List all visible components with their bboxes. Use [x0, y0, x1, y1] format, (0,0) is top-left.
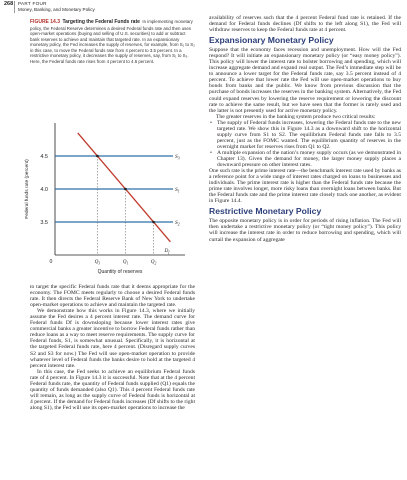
federal-funds-chart [0, 115, 200, 280]
x-tick-label: $Q_2$ [150, 259, 157, 266]
right-paragraph-2: Suppose that the economy faces recession and unemployment. How will the Fed respond? It will initiate an expansionary monetary policy (or “easy money policy”). This policy will lower the interest rate to bolster borrowing and spending, which will increase aggregate demand and expand real output. The Fed’s immediate step will be to announce a lower target for the Federal funds rate, say 3.5 percent instead of 4 percent. To achieve that lower rate the Fed will use open-market operations to buy bonds from banks and the public. We know from previous discussion that the purchase of bonds increases the reserves in the banking system. Alternatively, the Fed could expand reserves by lowering the reserve requirement or lowering the discount rate to achieve the same result, but we have seen that the former is rarely used and the latter is not presently used for active monetary policy. [209, 47, 401, 114]
heading-restrictive: Restrictive Monetary Policy [209, 206, 322, 217]
y-tick-label: 4.0 [40, 187, 48, 193]
figure-caption-text: In implementing monetary policy, the Federal Reserve determines a desired Federal funds rate and then uses open-market operations (buying and selling of U.S. securities) to add or subtract bank reserves to achieve and maintain that targeted rate. In an expansionary monetary policy, the Fed increases the supply of reserves, for example, from S₁ to S₂ in this case, to move the Federal funds rate from 4 percent to 3.5 percent. In a restrictive monetary policy, it decreases the supply of reserves, say, from S₁ to S₃. Here, the Federal funds rate rises from 4 percent to 4.5 percent. [30, 19, 195, 64]
header-divider [14, 1, 15, 13]
right-paragraph-3: The greater reserves in the banking system produce two critical results: [216, 113, 376, 120]
supply-label-s3: $S_3$ [175, 154, 180, 161]
y-axis-label: Federal funds rate (percent) [25, 159, 30, 219]
right-column [209, 15, 401, 243]
left-paragraph-2: We demonstrate how this works in Figure 14.3, where we initially assume the Fed desires a 4 percent interest rate. The demand curve for Federal funds Df is downsloping because lower interest rates give commercial banks a greater incentive to borrow Federal funds rather than reduce loans as a way to meet reserve requirements. The supply curve for Federal funds, S1, is somewhat unusual. Specifically, it is horizontal at the targeted Federal funds rate, here 4 percent. (Disregard supply curves S2 and S3 for now.) The Fed will use open-market operation to provide whatever level of Federal funds the banks desire to hold at the targeted 4 percent interest rate. [30, 308, 195, 369]
right-paragraph-1: availability of reserves such that the 4 percent Federal fund rate is retained. If the demand for Federal funds declines (Df shifts to the left along S1), the Fed will withdraw reserves to keep the Federal funds rate at 4 percent. [209, 15, 401, 34]
figure-caption [30, 19, 195, 64]
supply-label-subscript: 3 [177, 156, 180, 161]
part-label: PART FOUR [18, 1, 47, 6]
demand-label-subscript: f [168, 250, 170, 255]
right-paragraph-4: One such rate is the prime interest rate—the benchmark interest rate used by banks as a reference point for a wide range of interest rates charged on loans to businesses and individuals. The prime interest rate is higher than the Federal funds rate because the prime rate involves longer, more risky loans than overnight loans between banks. But the Federal funds rate and the prime interest rate closely track one another, as evident in Figure 14.4. [209, 168, 401, 205]
y-tick-label: 4.5 [40, 154, 48, 160]
x-tick-subscript: 1 [126, 261, 129, 266]
left-paragraph-3: In this case, the Fed seeks to achieve an equilibrium Federal funds rate of 4 percent. In Figure 14.3 it is successful. Note that at the 4 percent Federal funds rate, the quantity of Federal funds supplied (Q1) equals the quantity of funds demanded (also Q1). This 4 percent Federal funds rate will remain, as long as the supply curve of Federal funds is horizontal at 4 percent. If the demand for Federal funds increases (Df shifts to the right along S1), the Fed will use its open-market operations to increase the [30, 368, 195, 411]
equilibrium-point [96, 155, 99, 158]
demand-label: $D_f$ [164, 247, 170, 255]
x-tick-subscript: 2 [154, 261, 157, 266]
supply-label-s1: $S_1$ [175, 187, 180, 194]
left-column [30, 284, 195, 411]
figure-number: FIGURE 14.3 [30, 19, 61, 25]
right-paragraph-5: The opposite monetary policy is in order for periods of rising inflation. The Fed will then undertake a restrictive monetary policy (or “tight money policy”). This policy will increase the interest rate in order to reduce borrowing and spending, which will curtail the expansion of aggregate [209, 218, 401, 243]
demand-curve [78, 133, 171, 242]
supply-label-s2: $S_2$ [175, 220, 180, 227]
origin-label: 0 [49, 259, 53, 265]
supply-label-subscript: 1 [177, 189, 180, 194]
x-tick-subscript: 3 [98, 261, 101, 266]
x-tick-label: $Q_1$ [122, 259, 129, 266]
heading-expansionary: Expansionary Monetary Policy [209, 35, 334, 46]
bullet-item-1: • The supply of Federal funds increases, lowering the Federal funds rate to the new targeted rate. We show this in Figure 14.3 as a downward shift to the horizontal supply curve from S1 to S2. The equilibrium Federal funds rate falls to 3.5 percent, just as the FOMC wanted. The equilibrium quantity of reserves in the overnight market for reserves rises from Q1 to Q2. [209, 120, 401, 150]
y-tick-label: 3.5 [40, 220, 48, 226]
x-axis-label: Quantity of reserves [97, 269, 143, 275]
x-tick-label: $Q_3$ [94, 259, 101, 266]
left-paragraph-1: to target the specific Federal funds rate that it deems appropriate for the economy. The FOMC meets regularly to choose a desired Federal funds rate. It then directs the Federal Reserve Bank of New York to undertake open-market operations to achieve and maintain the targeted rate. [30, 284, 195, 309]
figure-title: Targeting the Federal Funds rate [62, 19, 140, 25]
equilibrium-point [124, 188, 127, 191]
supply-label-subscript: 2 [177, 222, 180, 227]
equilibrium-point [152, 221, 155, 224]
page-number: 268 [4, 1, 14, 7]
figure-block [30, 19, 195, 64]
bullet-item-2: • A multiple expansion of the nation’s money supply occurs (as we demonstrated in Chapter 13). Given the demand for money, the larger money supply places a downward pressure on other interest rates. [209, 150, 401, 168]
chapter-title: Money, Banking, and Monetary Policy [18, 7, 95, 12]
